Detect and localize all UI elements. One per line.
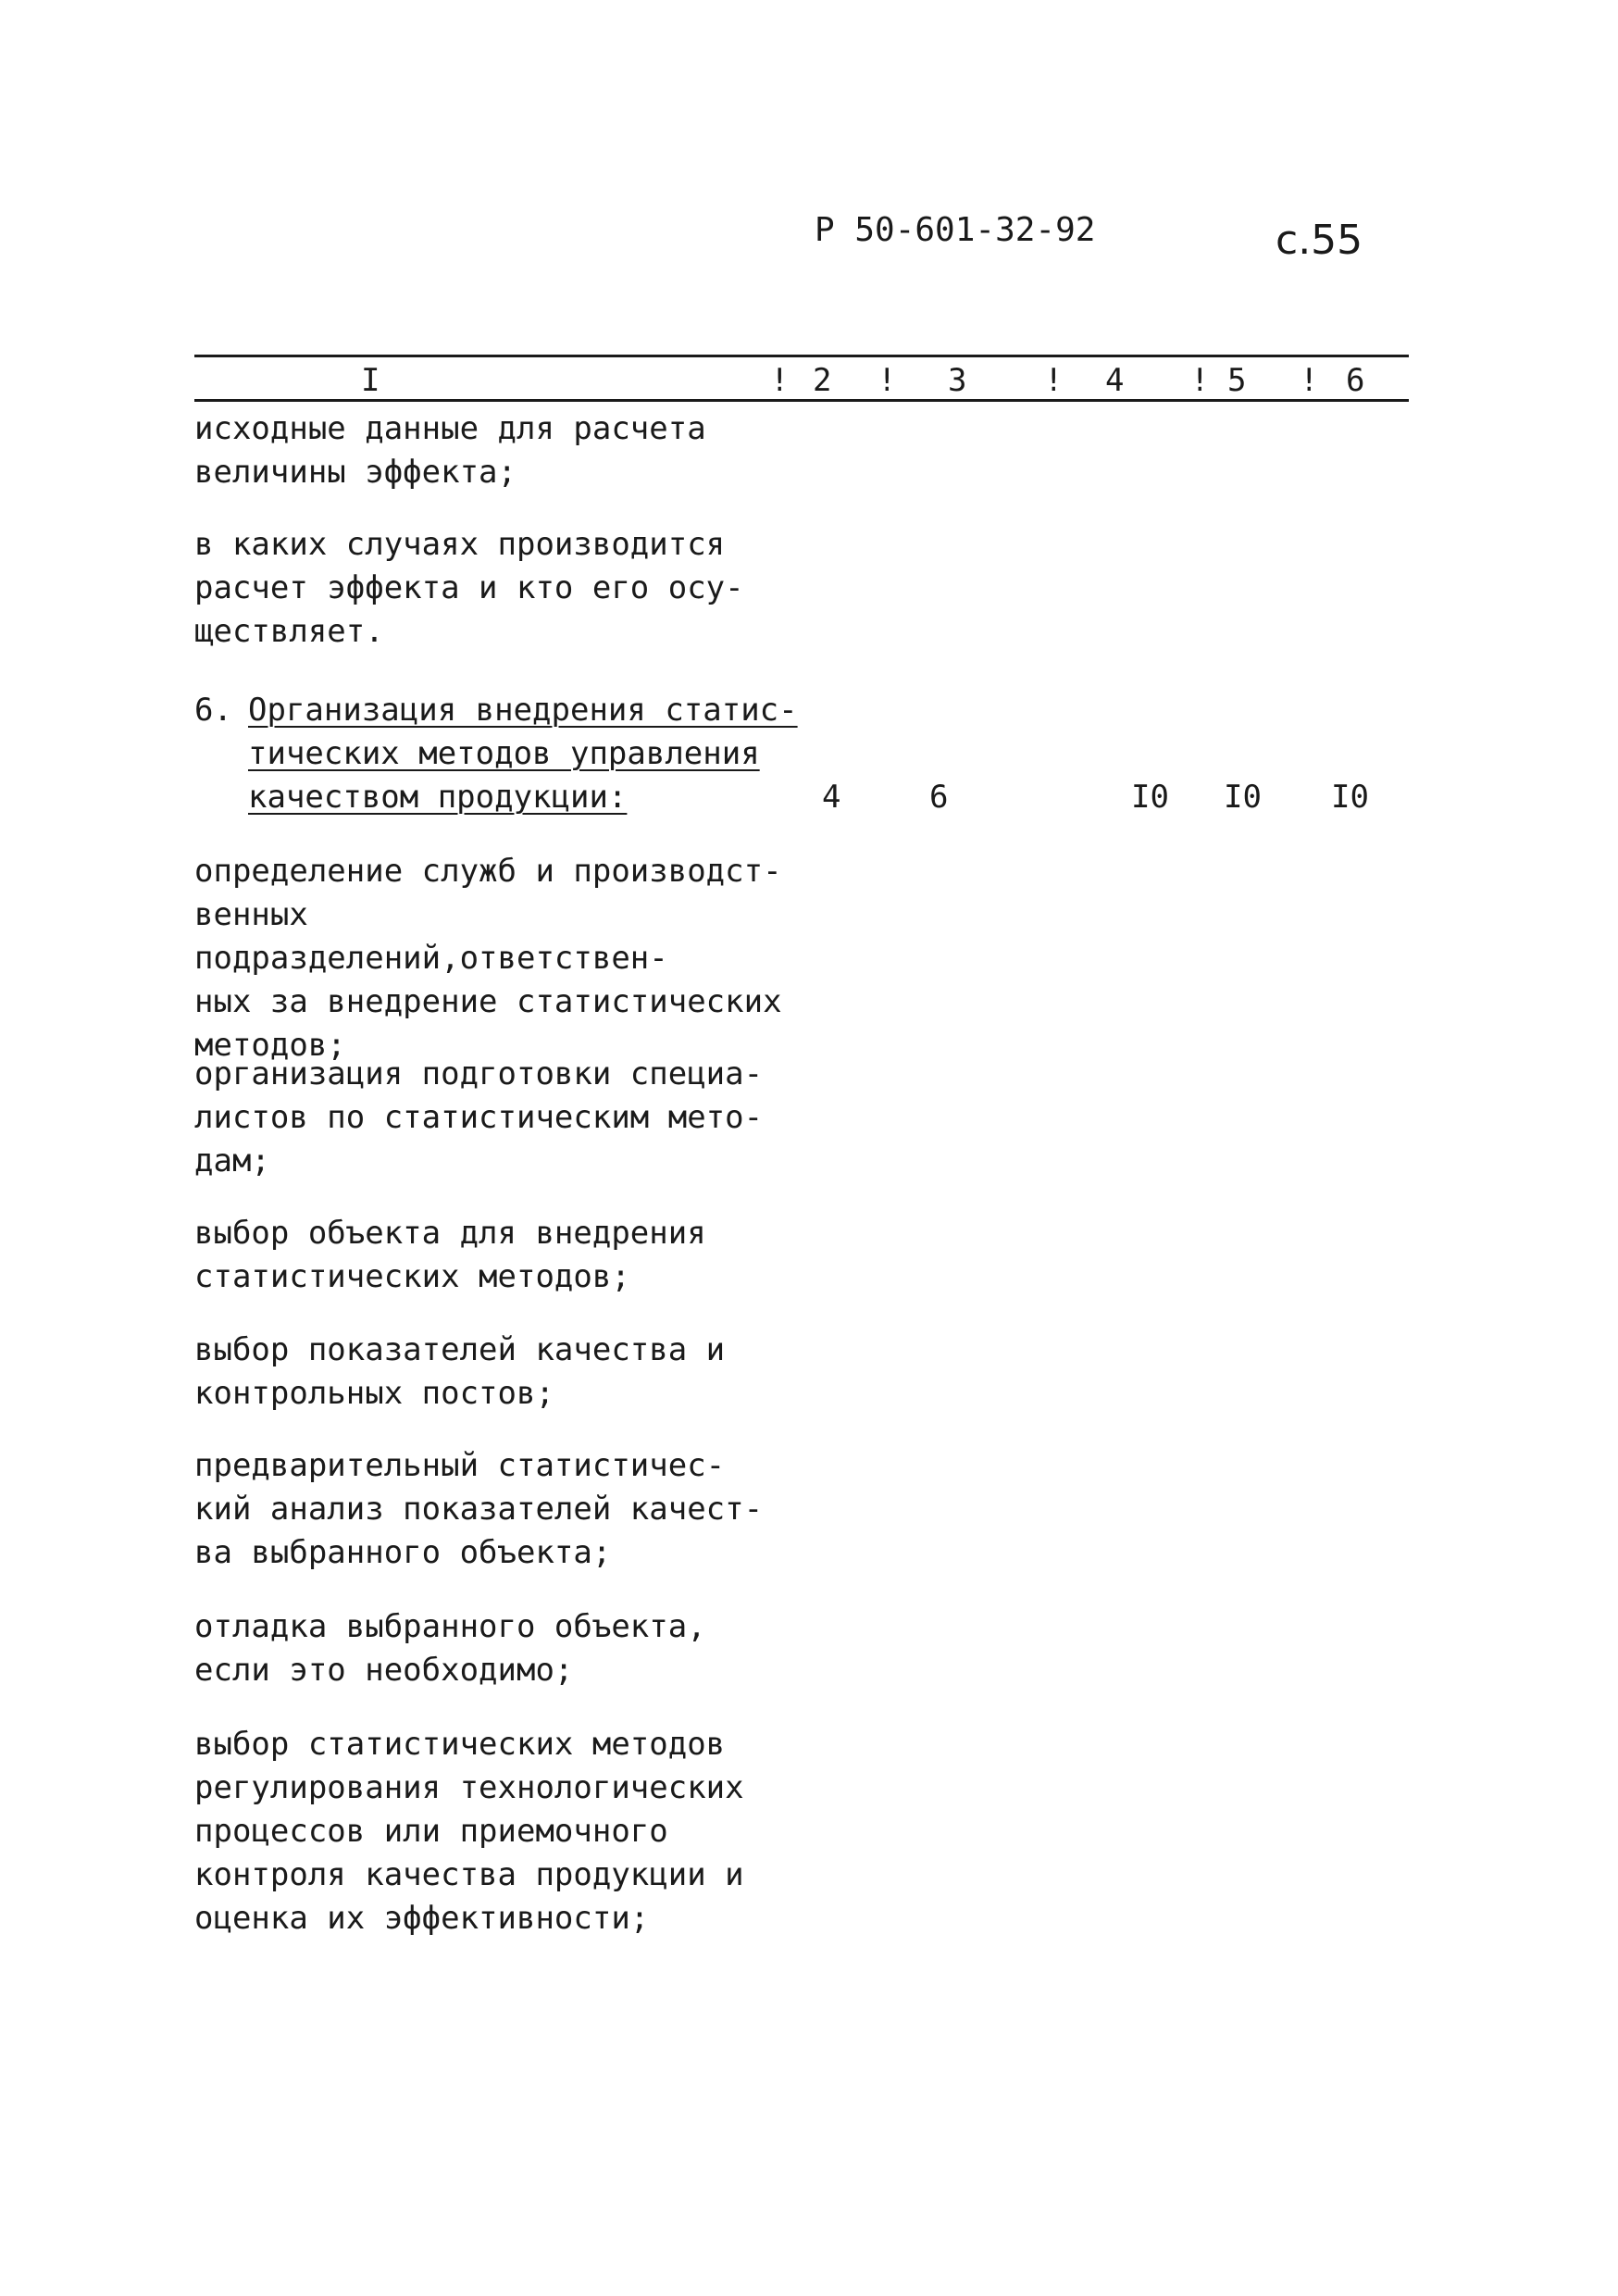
column-header-3: 3: [948, 362, 967, 399]
section-title-line: Организация внедрения статис-: [248, 692, 798, 729]
list-item: выбор показателей качества и контрольных постов;: [194, 1331, 726, 1412]
column-separator: !: [1190, 362, 1210, 399]
section-title-line: качеством продукции:: [248, 779, 628, 816]
list-item: определение служб и производст- венных подразделений,ответствен- ных за внедрение статистических методов;: [194, 853, 782, 1064]
list-item: организация подготовки специа- листов по статистическим мето- дам;: [194, 1055, 764, 1179]
table-top-rule: [194, 355, 1409, 357]
column-separator: !: [770, 362, 790, 399]
document-code: Р 50-601-32-92: [815, 211, 1096, 249]
column-header-5: 5: [1227, 362, 1247, 399]
table-cell-col5: I0: [1224, 779, 1262, 816]
column-separator: !: [1300, 362, 1319, 399]
list-item: предварительный статистичес- кий анализ показателей качест- ва выбранного объекта;: [194, 1447, 764, 1571]
table-cell-col3: 6: [929, 779, 949, 816]
list-item: исходные данные для расчета величины эффекта;: [194, 410, 706, 491]
table-header-rule: [194, 399, 1409, 402]
column-header-4: 4: [1105, 362, 1125, 399]
table-cell-col2: 4: [822, 779, 841, 816]
list-item: в каких случаях производится расчет эффекта и кто его осу- ществляет.: [194, 526, 744, 650]
table-cell-col6: I0: [1331, 779, 1369, 816]
section-title-line: тических методов управления: [248, 735, 760, 772]
list-item: выбор объекта для внедрения статистических методов;: [194, 1215, 706, 1295]
table-cell-col4: I0: [1131, 779, 1169, 816]
column-separator: !: [877, 362, 897, 399]
list-item: выбор статистических методов регулирования технологических процессов или приемочного контроля качества продукции и оценка их эффективности;: [194, 1726, 744, 1937]
column-header-6: 6: [1346, 362, 1365, 399]
section-number: 6.: [194, 692, 232, 729]
column-separator: !: [1044, 362, 1064, 399]
list-item: отладка выбранного объекта, если это необходимо;: [194, 1608, 706, 1689]
column-header-1: I: [361, 362, 380, 399]
page-number: с.55: [1276, 217, 1363, 264]
column-header-2: 2: [813, 362, 832, 399]
